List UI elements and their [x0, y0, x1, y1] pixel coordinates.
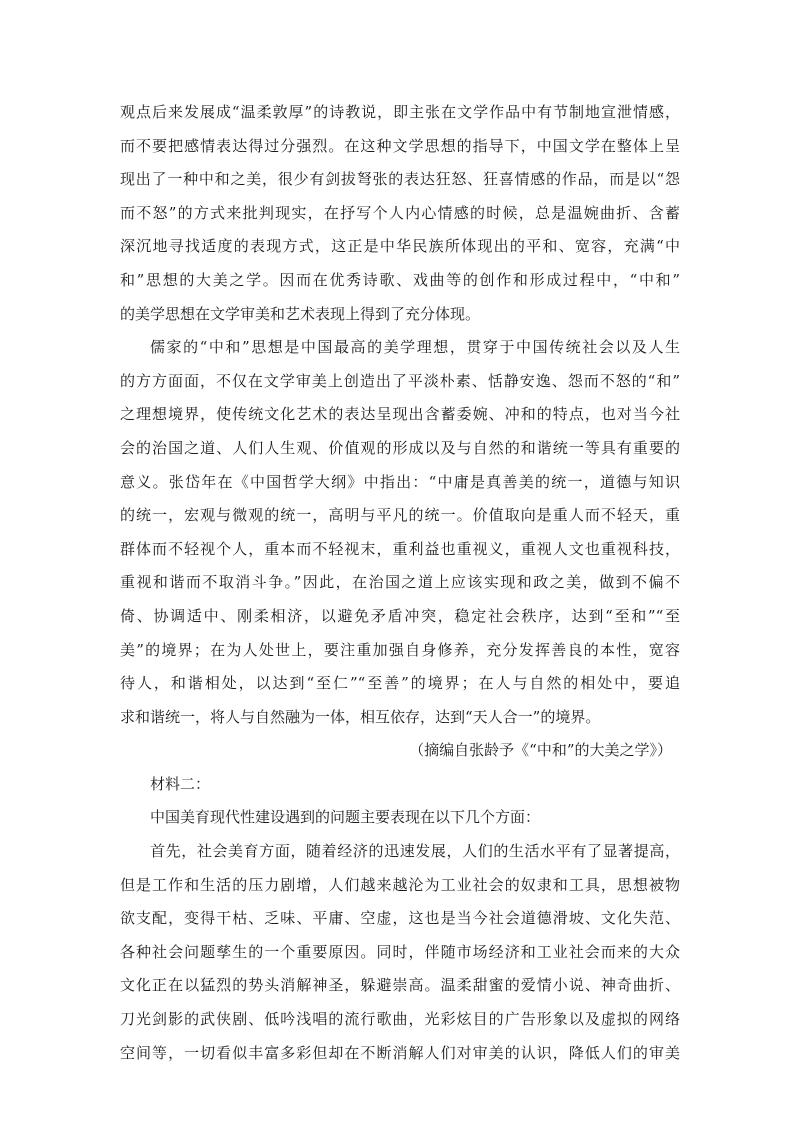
text-line: 而不怒”的方式来批判现实，在抒写个人内心情感的时候，总是温婉曲折、含蓄 — [120, 203, 680, 222]
paragraph-first-line: 中国美育现代性建设遇到的问题主要表现在以下几个方面： — [150, 808, 541, 827]
section-heading: 材料二： — [150, 774, 211, 793]
text-line: 待人，和谐相处，以达到“至仁”“至善”的境界；在人与自然的相处中，要追 — [120, 674, 680, 693]
paragraph-first-line: 首先，社会美育方面，随着经济的迅速发展，人们的生活水平有了显著提高， — [150, 842, 680, 861]
text-line: 之理想境界，使传统文化艺术的表达呈现出含蓄委婉、冲和的特点，也对当今社 — [120, 405, 680, 424]
text-line: 倚、协调适中、刚柔相济，以避免矛盾冲突，稳定社会秩序，达到“至和”“至 — [120, 606, 680, 625]
text-line: 的美学思想在文学审美和艺术表现上得到了充分体现。 — [120, 304, 481, 323]
source-citation: （摘编自张龄予《“中和”的大美之学》） — [409, 741, 672, 760]
text-line: 重视和谐而不取消斗争。”因此，在治国之道上应该实现和政之美，做到不偏不 — [120, 573, 680, 592]
text-line: 的方方面面，不仅在文学审美上创造出了平淡朴素、恬静安逸、怨而不怒的“和” — [120, 371, 680, 390]
text-line: 深沉地寻找适度的表现方式，这正是中华民族所体现出的平和、宽容，充满“中 — [120, 237, 680, 256]
document-body — [120, 96, 680, 1070]
text-line: 欲支配，变得干枯、乏味、平庸、空虚，这也是当今社会道德滑坡、文化失范、 — [120, 909, 680, 928]
text-line: 会的治国之道、人们人生观、价值观的形成以及与自然的和谐统一等具有重要的 — [120, 438, 680, 457]
text-line: 群体而不轻视个人，重本而不轻视末，重利益也重视义，重视人文也重视科技， — [120, 539, 680, 558]
text-line: 求和谐统一，将人与自然融为一体，相互依存，达到“天人合一”的境界。 — [120, 707, 601, 726]
text-line: 和”思想的大美之学。因而在优秀诗歌、戏曲等的创作和形成过程中，“中和” — [120, 270, 680, 289]
text-line: 文化正在以猛烈的势头消解神圣，躲避崇高。温柔甜蜜的爱情小说、神奇曲折、 — [120, 976, 680, 995]
text-line: 但是工作和生活的压力剧增，人们越来越沦为工业社会的奴隶和工具，思想被物 — [120, 875, 680, 894]
text-line: 意义。张岱年在《中国哲学大纲》中指出：“中庸是真善美的统一，道德与知识 — [120, 472, 680, 491]
text-line: 的统一，宏观与微观的统一，高明与平凡的统一。价值取向是重人而不轻天，重 — [120, 506, 680, 525]
text-line: 刀光剑影的武侠剧、低吟浅唱的流行歌曲，光彩炫目的广告形象以及虚拟的网络 — [120, 1010, 680, 1029]
text-line: 而不要把感情表达得过分强烈。在这种文学思想的指导下，中国文学在整体上呈 — [120, 136, 680, 155]
text-line: 空间等，一切看似丰富多彩但却在不断消解人们对审美的认识，降低人们的审美 — [120, 1043, 680, 1062]
text-line: 美”的境界；在为人处世上，要注重加强自身修养，充分发挥善良的本性，宽容 — [120, 640, 680, 659]
paragraph-first-line: 儒家的“中和”思想是中国最高的美学理想，贯穿于中国传统社会以及人生 — [150, 338, 680, 357]
text-line: 观点后来发展成“温柔敦厚”的诗教说，即主张在文学作品中有节制地宣泄情感， — [120, 103, 680, 121]
text-line: 各种社会问题孳生的一个重要原因。同时，伴随市场经济和工业社会而来的大众 — [120, 942, 680, 961]
text-line: 现出了一种中和之美，很少有剑拔弩张的表达狂怒、狂喜情感的作品，而是以“怨 — [120, 170, 680, 189]
